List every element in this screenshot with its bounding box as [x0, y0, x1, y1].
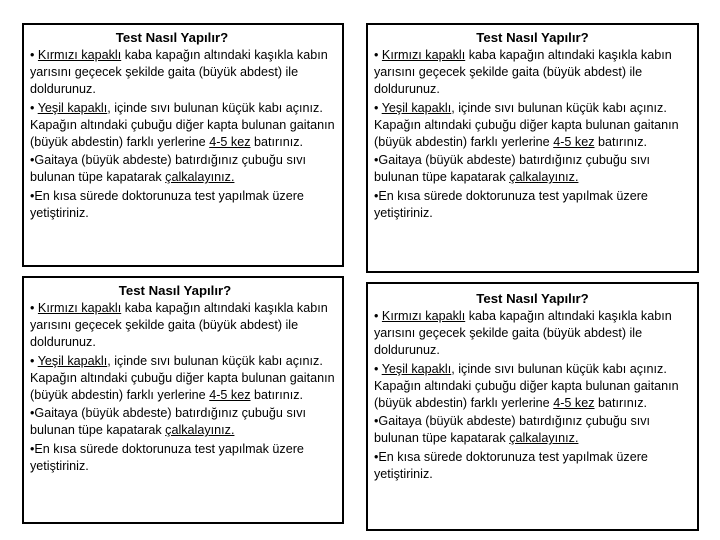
step-deliver: •En kısa sürede doktorunuza test yapılmak üzere yetiştiriniz. [30, 441, 304, 473]
bullet: • [374, 361, 382, 376]
step-text: •Gaitaya (büyük abdeste) batırdığınız çubuğu sıvı bulunan tüpe kapatarak [374, 414, 651, 446]
step-deliver: •En kısa sürede doktorunuza test yapılmak üzere yetiştiriniz. [374, 188, 648, 220]
step-shake [30, 152, 336, 186]
instruction-card-bottom-left [22, 276, 344, 524]
step-green-cap [374, 361, 691, 413]
instruction-card-top-right [366, 23, 699, 273]
step-text: kaba kapağın altındaki kaşıkla kabın yarısını geçecek şekilde gaita (büyük abdest) ile doldurunuz. [30, 301, 328, 350]
shake-label: çalkalayınız. [165, 170, 235, 185]
red-cap-label: Kırmızı kapaklı [381, 48, 466, 62]
card-title: Test Nasıl Yapılır? [115, 30, 229, 45]
bullet: • [30, 100, 38, 115]
instruction-card-bottom-right [366, 282, 699, 531]
step-shake [30, 405, 336, 439]
step-red-cap [30, 47, 336, 99]
step-red-cap [374, 308, 691, 360]
red-cap-label: Kırmızı kapaklı [381, 309, 466, 323]
repeat-count: 4-5 kez [209, 135, 251, 150]
card-title: Test Nasıl Yapılır? [476, 30, 589, 45]
step-text: kaba kapağın altındaki kaşıkla kabın yarısını geçecek şekilde gaita (büyük abdest) ile doldurunuz. [374, 48, 672, 97]
step-text-end: batırınız. [250, 135, 304, 150]
bullet: • [30, 301, 38, 315]
repeat-count: 4-5 kez [553, 135, 595, 150]
step-red-cap [30, 300, 336, 352]
instruction-card-top-left [22, 23, 344, 267]
step-text: kaba kapağın altındaki kaşıkla kabın yarısını geçecek şekilde gaita (büyük abdest) ile doldurunuz. [374, 309, 672, 358]
step-text-end: batırınız. [594, 396, 648, 411]
shake-label: çalkalayınız. [165, 423, 235, 438]
step-green-cap [30, 100, 336, 152]
bullet: • [30, 48, 38, 62]
shake-label: çalkalayınız. [509, 170, 579, 185]
red-cap-label: Kırmızı kapaklı [37, 301, 122, 315]
green-cap-label: Yeşil kapaklı [37, 353, 108, 368]
green-cap-label: Yeşil kapaklı [381, 100, 452, 115]
step-deliver: •En kısa sürede doktorunuza test yapılmak üzere yetiştiriniz. [374, 449, 648, 481]
step-text-end: batırınız. [594, 135, 648, 150]
bullet: • [374, 48, 382, 62]
step-text: •Gaitaya (büyük abdeste) batırdığınız çubuğu sıvı bulunan tüpe kapatarak [30, 406, 307, 438]
step-text: , içinde sıvı bulunan küçük kabı açınız. Kapağın altındaki çubuğu diğer kapta bulunan gaitanın (büyük abdestin) farklı yerlerine [30, 100, 335, 150]
step-text: •Gaitaya (büyük abdeste) batırdığınız çubuğu sıvı bulunan tüpe kapatarak [374, 153, 651, 185]
step-text-end: batırınız. [250, 388, 304, 403]
step-text: •Gaitaya (büyük abdeste) batırdığınız çubuğu sıvı bulunan tüpe kapatarak [30, 153, 307, 185]
card-title: Test Nasıl Yapılır? [118, 283, 232, 298]
card-title: Test Nasıl Yapılır? [476, 291, 589, 306]
bullet: • [374, 100, 382, 115]
step-deliver: •En kısa sürede doktorunuza test yapılmak üzere yetiştiriniz. [30, 188, 304, 220]
step-text: , içinde sıvı bulunan küçük kabı açınız. Kapağın altındaki çubuğu diğer kapta bulunan gaitanın (büyük abdestin) farklı yerlerine [374, 361, 679, 411]
step-text: , içinde sıvı bulunan küçük kabı açınız. Kapağın altındaki çubuğu diğer kapta bulunan gaitanın (büyük abdestin) farklı yerlerine [374, 100, 679, 150]
step-green-cap [30, 353, 336, 405]
step-shake [374, 413, 691, 447]
step-red-cap [374, 47, 691, 99]
repeat-count: 4-5 kez [553, 396, 595, 411]
step-text: kaba kapağın altındaki kaşıkla kabın yarısını geçecek şekilde gaita (büyük abdest) ile doldurunuz. [30, 48, 328, 97]
shake-label: çalkalayınız. [509, 431, 579, 446]
green-cap-label: Yeşil kapaklı [37, 100, 108, 115]
step-shake [374, 152, 691, 186]
green-cap-label: Yeşil kapaklı [381, 361, 452, 376]
bullet: • [30, 353, 38, 368]
step-green-cap [374, 100, 691, 152]
bullet: • [374, 309, 382, 323]
step-text: , içinde sıvı bulunan küçük kabı açınız. Kapağın altındaki çubuğu diğer kapta bulunan gaitanın (büyük abdestin) farklı yerlerine [30, 353, 335, 403]
repeat-count: 4-5 kez [209, 388, 251, 403]
red-cap-label: Kırmızı kapaklı [37, 48, 122, 62]
